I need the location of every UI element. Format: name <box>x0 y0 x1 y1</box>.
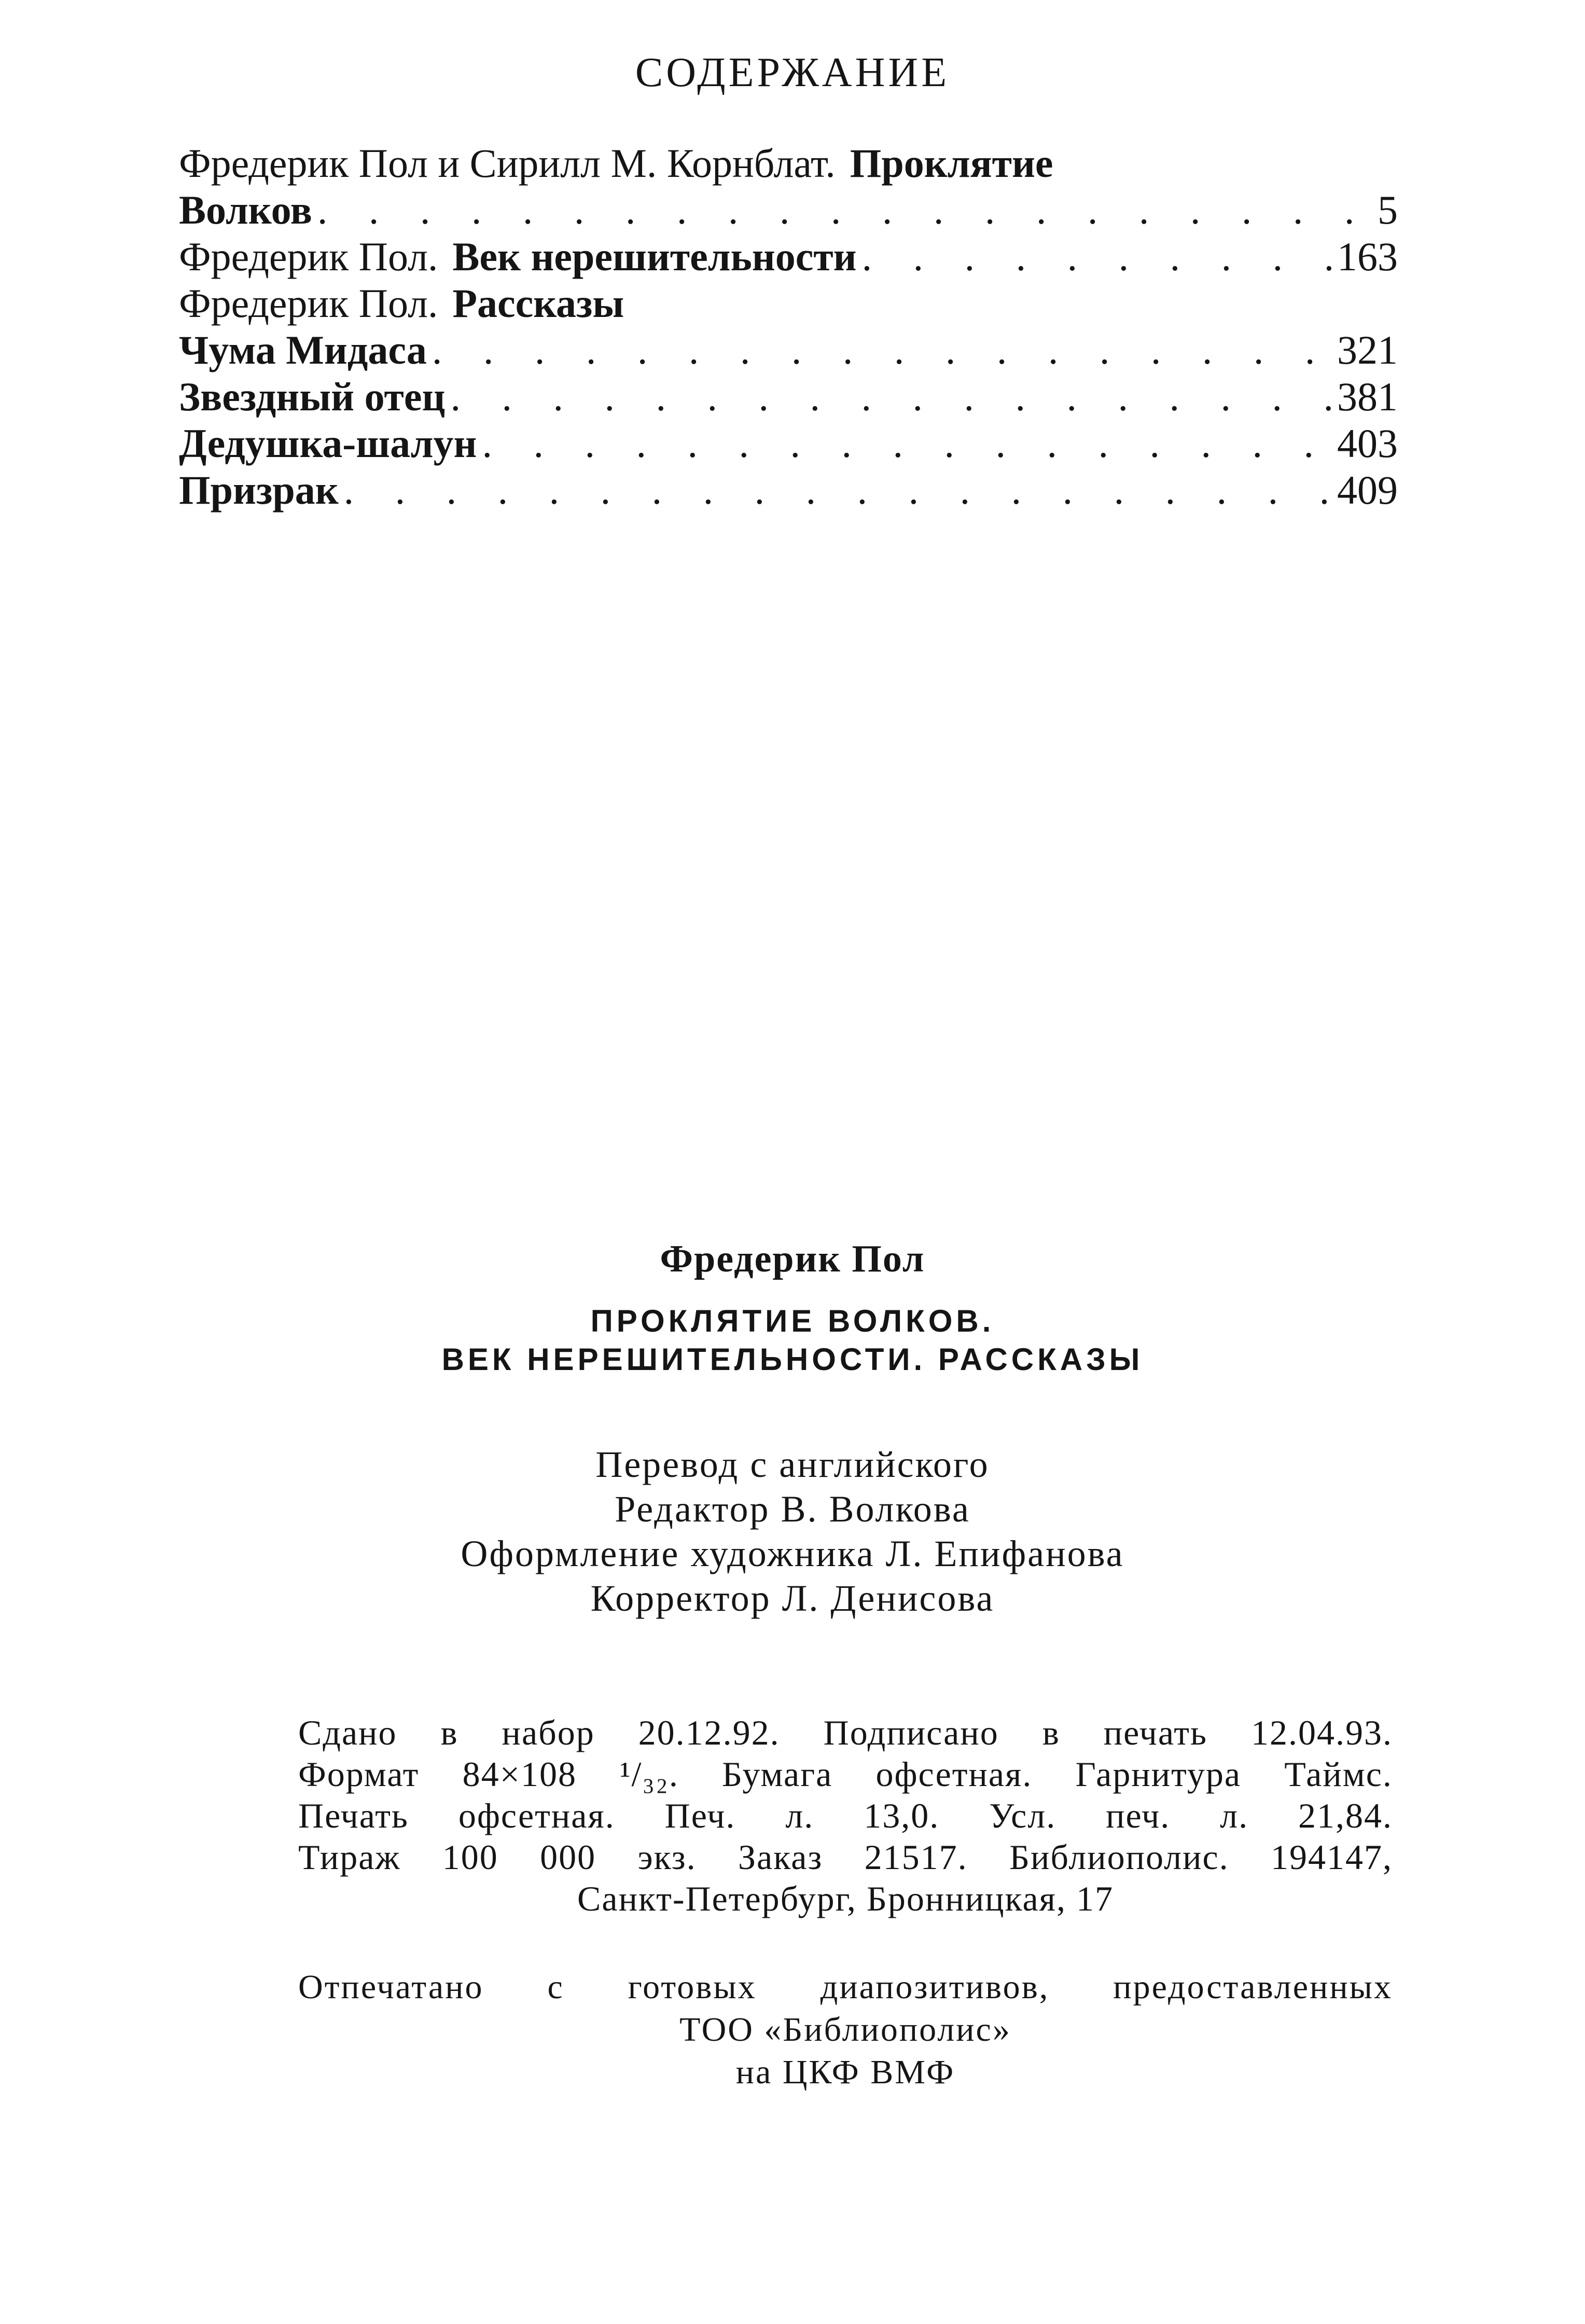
colophon-book-title <box>0 1302 1585 1379</box>
imprint-line: Санкт-Петербург, Бронницкая, 17 <box>577 1879 1114 1918</box>
word: 000 <box>540 1837 596 1877</box>
word: л. <box>785 1796 814 1835</box>
colophon-credits <box>0 1442 1585 1621</box>
word: ¹/₃₂. <box>620 1754 679 1794</box>
toc-leader-dots <box>344 467 1332 514</box>
toc-entry <box>179 233 1398 280</box>
toc-entry-page: 409 <box>1337 467 1398 513</box>
word: набор <box>502 1713 595 1752</box>
toc-entry-page: 163 <box>1337 234 1398 279</box>
colophon-author: Фредерик Пол <box>660 1238 925 1280</box>
word: Усл. <box>989 1796 1056 1835</box>
colophon-imprint <box>298 1712 1393 1919</box>
toc-leader-dots <box>482 420 1332 467</box>
imprint-line <box>298 1712 1393 1753</box>
book-title-line: ПРОКЛЯТИЕ ВОЛКОВ. <box>590 1304 995 1338</box>
toc-entry <box>179 280 1398 327</box>
word: Гарнитура <box>1075 1754 1242 1794</box>
printer-line: на ЦКФ ВМФ <box>735 2053 955 2091</box>
toc-entry <box>179 420 1398 467</box>
colophon-printer <box>298 1966 1393 2094</box>
word: 20.12.92. <box>638 1713 780 1752</box>
word: диапозитивов, <box>820 1968 1050 2006</box>
toc-leader-dots <box>450 374 1332 420</box>
toc-entry-page: 381 <box>1337 374 1398 419</box>
word: печ. <box>1106 1796 1171 1835</box>
toc-entry-title: Проклятие <box>850 141 1053 186</box>
toc-entry <box>179 374 1398 420</box>
credit-line: Корректор Л. Денисова <box>590 1578 995 1619</box>
toc-entry-page: 321 <box>1337 327 1398 372</box>
toc-entry-title: Дедушка-шалун <box>179 421 477 466</box>
toc-entry-title: Чума Мидаса <box>179 327 427 372</box>
toc-entry-page: 5 <box>1378 187 1398 232</box>
word: офсетная. <box>875 1754 1033 1794</box>
toc-entry <box>179 327 1398 374</box>
word: офсетная. <box>458 1796 615 1835</box>
word: 21517. <box>864 1837 968 1877</box>
toc-heading: СОДЕРЖАНИЕ <box>635 50 950 95</box>
word: Таймс. <box>1284 1754 1393 1794</box>
toc-leader-dots <box>432 327 1332 374</box>
toc-entry-title: Волков <box>179 187 312 232</box>
word: 84×108 <box>462 1754 577 1794</box>
toc-leader-dots <box>317 187 1372 233</box>
printer-line <box>298 1966 1393 2009</box>
word: л. <box>1220 1796 1249 1835</box>
toc-entry-title: Рассказы <box>452 281 624 326</box>
word: Сдано <box>298 1713 397 1752</box>
word: 100 <box>442 1837 498 1877</box>
imprint-line <box>298 1753 1393 1795</box>
toc-entry-author: Фредерик Пол. <box>179 281 438 326</box>
word: 194147, <box>1270 1837 1393 1877</box>
toc-entry <box>179 187 1398 233</box>
credit-line: Оформление художника Л. Епифанова <box>461 1533 1124 1574</box>
toc-entry <box>179 140 1398 187</box>
word: Тираж <box>298 1837 401 1877</box>
toc-entry-title: Звездный отец <box>179 374 446 419</box>
word: печать <box>1103 1713 1207 1752</box>
word: предоставленных <box>1113 1968 1393 2006</box>
imprint-line <box>298 1836 1393 1878</box>
word: экз. <box>637 1837 697 1877</box>
printer-line: ТОО «Библиополис» <box>679 2011 1011 2049</box>
table-of-contents <box>179 140 1398 514</box>
credit-line: Перевод с английского <box>595 1444 990 1485</box>
word: Бумага <box>722 1754 833 1794</box>
imprint-line <box>298 1795 1393 1836</box>
word: 21,84. <box>1298 1796 1393 1835</box>
word: Подписано <box>823 1713 999 1752</box>
toc-entry-author: Фредерик Пол. <box>179 234 438 279</box>
toc-entry-page: 403 <box>1337 421 1398 466</box>
word: 13,0. <box>864 1796 940 1835</box>
word: в <box>440 1713 458 1752</box>
word: готовых <box>628 1968 757 2006</box>
word: Печ. <box>664 1796 736 1835</box>
toc-entry <box>179 467 1398 514</box>
toc-leader-dots <box>862 233 1332 280</box>
word: 12.04.93. <box>1250 1713 1393 1752</box>
word: Отпечатано <box>298 1968 484 2006</box>
word: в <box>1042 1713 1060 1752</box>
credit-line: Редактор В. Волкова <box>615 1488 970 1530</box>
word: Заказ <box>738 1837 823 1877</box>
book-title-line: ВЕК НЕРЕШИТЕЛЬНОСТИ. РАССКАЗЫ <box>441 1342 1144 1377</box>
word: Формат <box>298 1754 420 1794</box>
word: Печать <box>298 1796 409 1835</box>
word: с <box>547 1968 564 2006</box>
toc-entry-title: Век нерешительности <box>452 234 857 279</box>
word: Библиополис. <box>1009 1837 1229 1877</box>
toc-entry-title: Призрак <box>179 467 339 513</box>
toc-entry-author: Фредерик Пол и Сирилл М. Корнблат. <box>179 141 836 186</box>
